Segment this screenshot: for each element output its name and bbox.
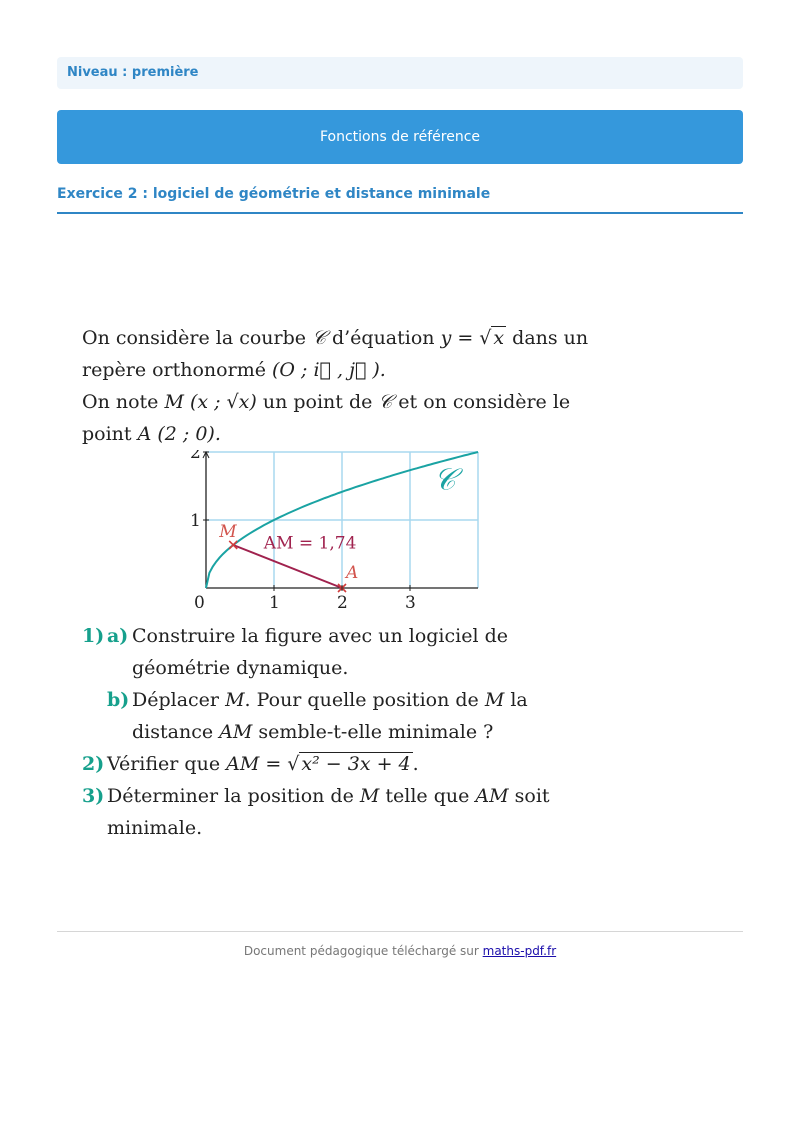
question-2: 2) Vérifier que AM = √ x² − 3x + 4 .	[82, 753, 419, 775]
footer: Document pédagogique téléchargé sur maths-pdf.fr	[243, 944, 557, 958]
chapter-title: Fonctions de référence	[319, 129, 481, 145]
x-tick-label: 3	[405, 593, 416, 613]
question-1a: 1) a) Construire la figure avec un logiciel de géométrie dynamique.	[82, 625, 508, 679]
question-1b: b) Déplacer M. Pour quelle position de M la distance AM semble-t-elle minimale ?	[107, 689, 528, 743]
x-tick-label: 2	[337, 593, 348, 613]
footer-link[interactable]: maths-pdf.fr	[482, 944, 557, 958]
curve-label: 𝒞	[433, 462, 456, 498]
y-tick-label: 2	[190, 450, 201, 463]
distance-label: AM = 1,74	[263, 533, 357, 554]
chapter-banner	[57, 110, 743, 164]
intro-line-4: point A (2 ; 0).	[82, 423, 221, 445]
level-label: Niveau : première	[57, 57, 743, 89]
figure-svg	[186, 450, 486, 620]
exercise-content	[82, 322, 602, 844]
intro-line-3: On note M (x ; √x) un point de 𝒞 et on considère le	[82, 391, 571, 413]
point-m-label: M	[219, 521, 237, 542]
footer-divider	[57, 931, 743, 932]
curve-figure	[186, 450, 486, 620]
x-tick-label: 1	[269, 593, 280, 613]
question-3: 3) Déterminer la position de M telle que AM soit minimale.	[82, 785, 550, 839]
x-tick-label: 0	[194, 593, 205, 613]
y-tick-label: 1	[190, 511, 201, 531]
intro-line-1: On considère la courbe 𝒞 d’équation y = √ x dans un	[82, 327, 589, 349]
point-m-marker	[229, 541, 237, 549]
intro-line-2: repère orthonormé (O ; i⃗ , j⃗ ).	[82, 359, 386, 381]
exercise-title: Exercice 2 : logiciel de géométrie et distance minimale	[57, 186, 743, 214]
point-a-label: A	[346, 563, 359, 583]
